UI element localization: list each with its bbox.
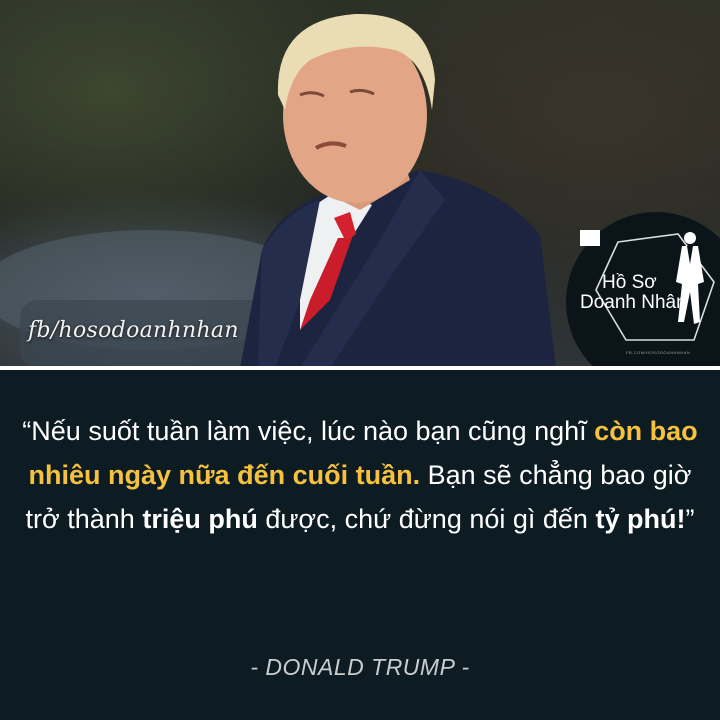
quote-panel [0, 370, 720, 720]
watermark-text: fb/hosodoanhnhan [28, 318, 239, 343]
quote-part-3: được, chứ đừng nói gì đến [257, 504, 596, 534]
quote-author: - DONALD TRUMP - [250, 654, 470, 680]
logo-title-line1: Hồ Sơ [602, 272, 657, 293]
quote-text [20, 409, 700, 541]
quote-part-1: Nếu suốt tuần làm việc, lúc nào bạn cũng nghĩ [31, 416, 595, 446]
quote-close-mark: ” [685, 504, 695, 534]
quote-open-mark: “ [22, 416, 32, 446]
logo-title-line2: Doanh Nhân [580, 292, 687, 313]
brand-logo [566, 212, 720, 368]
logo-tagline: FB.COM/HOSODOANHNHAN [626, 350, 691, 355]
quote-highlight: còn bao nhiêu ngày nữa đến cuối tuần. [28, 416, 698, 490]
quote-bold-millionaire: triệu phú [142, 504, 258, 534]
quote-bold-billionaire: tỷ phú! [595, 504, 686, 534]
quote-part-2: Bạn sẽ chẳng bao giờ trở thành [25, 460, 692, 534]
